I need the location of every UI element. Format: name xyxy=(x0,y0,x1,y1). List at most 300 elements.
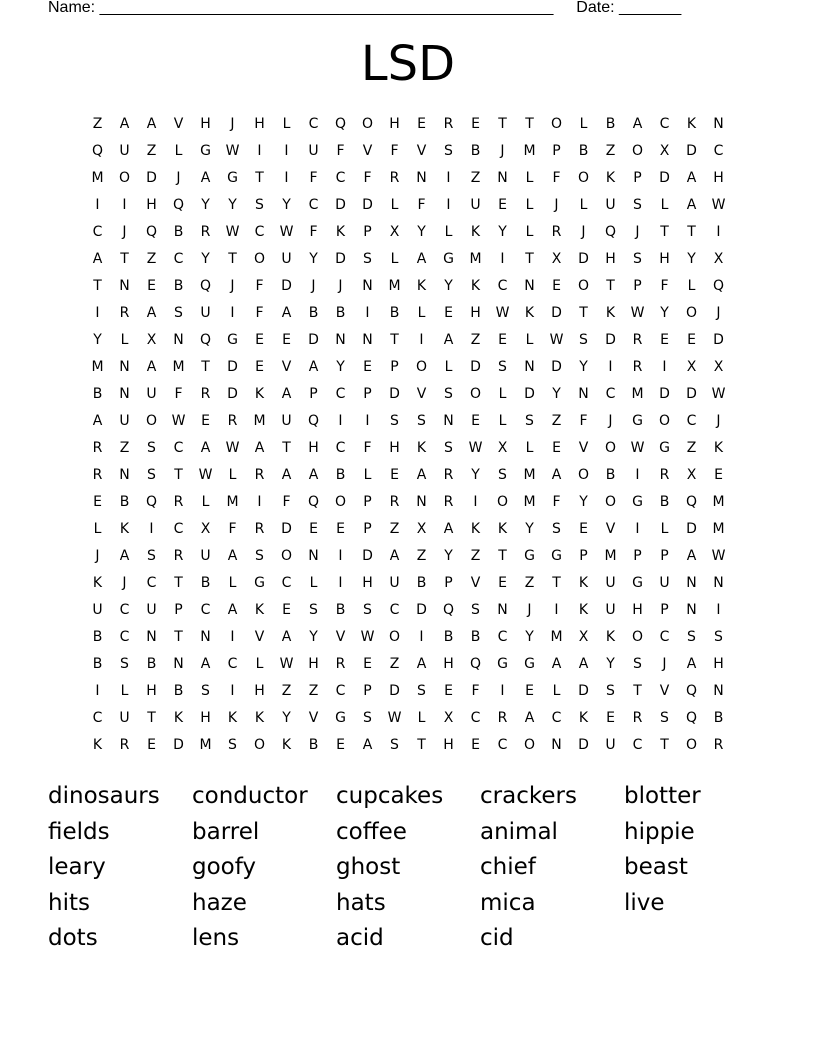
grid-letter: S xyxy=(363,602,372,618)
grid-letter: A xyxy=(146,359,157,375)
grid-letter: S xyxy=(120,656,129,672)
grid-letter: X xyxy=(497,440,508,456)
grid-row xyxy=(84,492,732,519)
grid-letter: T xyxy=(606,278,615,294)
grid-letter: A xyxy=(227,548,238,564)
grid-letter: R xyxy=(92,467,103,483)
grid-letter: C xyxy=(497,278,508,294)
grid-letter: L xyxy=(525,224,534,240)
grid-letter: E xyxy=(498,197,507,213)
grid-letter: Z xyxy=(92,116,103,132)
grid-letter: W xyxy=(171,413,186,429)
grid-letter: C xyxy=(632,737,643,753)
grid-letter: G xyxy=(632,494,643,510)
grid-letter: A xyxy=(119,548,130,564)
grid-letter: D xyxy=(686,521,697,537)
grid-letter: Q xyxy=(685,710,698,726)
grid-letter: C xyxy=(335,386,346,402)
grid-letter: W xyxy=(468,440,483,456)
grid-letter: I xyxy=(635,521,640,537)
grid-letter: E xyxy=(363,359,372,375)
grid-letter: O xyxy=(118,170,131,186)
grid-letter: O xyxy=(658,413,671,429)
grid-letter: Y xyxy=(552,386,561,402)
grid-letter: Y xyxy=(579,359,588,375)
grid-letter: E xyxy=(525,683,534,699)
grid-letter: J xyxy=(608,413,613,429)
grid-letter: X xyxy=(146,332,157,348)
grid-letter: H xyxy=(308,440,319,456)
grid-letter: S xyxy=(498,359,507,375)
grid-letter: N xyxy=(119,278,130,294)
grid-letter: L xyxy=(525,170,534,186)
grid-letter: W xyxy=(198,467,213,483)
grid-letter: T xyxy=(174,467,183,483)
grid-letter: M xyxy=(604,548,617,564)
grid-letter: T xyxy=(687,224,696,240)
grid-letter: K xyxy=(254,386,265,402)
grid-letter: S xyxy=(579,332,588,348)
grid-row xyxy=(84,330,732,357)
grid-letter: H xyxy=(146,197,157,213)
grid-letter: L xyxy=(552,683,561,699)
grid-letter: N xyxy=(119,386,130,402)
grid-letter: S xyxy=(390,413,399,429)
word-bank-row xyxy=(48,887,768,923)
grid-letter: Y xyxy=(282,197,291,213)
grid-letter: T xyxy=(660,737,669,753)
grid-letter: C xyxy=(551,710,562,726)
grid-letter: B xyxy=(173,278,184,294)
grid-letter: C xyxy=(173,521,184,537)
grid-letter: S xyxy=(417,413,426,429)
grid-letter: I xyxy=(446,170,451,186)
grid-letter: A xyxy=(551,467,562,483)
grid-letter: B xyxy=(713,710,724,726)
grid-letter: E xyxy=(660,332,669,348)
grid-letter: T xyxy=(120,251,129,267)
grid-letter: I xyxy=(230,305,235,321)
grid-letter: M xyxy=(91,170,104,186)
grid-letter: D xyxy=(173,737,184,753)
grid-letter: E xyxy=(282,602,291,618)
grid-letter: Q xyxy=(199,332,212,348)
grid-letter: B xyxy=(659,494,670,510)
grid-letter: Q xyxy=(145,494,158,510)
grid-letter: B xyxy=(173,683,184,699)
grid-letter: R xyxy=(659,467,670,483)
word-bank-item: mica xyxy=(480,889,536,916)
grid-letter: I xyxy=(149,521,154,537)
grid-letter: M xyxy=(550,629,563,645)
grid-letter: I xyxy=(419,332,424,348)
grid-letter: V xyxy=(335,629,346,645)
grid-letter: D xyxy=(389,683,400,699)
grid-letter: D xyxy=(416,602,427,618)
grid-letter: C xyxy=(686,413,697,429)
grid-letter: T xyxy=(174,629,183,645)
grid-letter: I xyxy=(284,170,289,186)
grid-letter: E xyxy=(498,575,507,591)
grid-letter: M xyxy=(226,494,239,510)
grid-letter: W xyxy=(630,305,645,321)
grid-letter: T xyxy=(228,251,237,267)
grid-letter: D xyxy=(713,332,724,348)
grid-letter: L xyxy=(417,710,426,726)
grid-letter: R xyxy=(443,467,454,483)
grid-letter: E xyxy=(444,683,453,699)
grid-letter: U xyxy=(200,548,211,564)
grid-letter: C xyxy=(308,116,319,132)
grid-letter: L xyxy=(444,359,453,375)
grid-letter: E xyxy=(336,521,345,537)
grid-letter: D xyxy=(524,386,535,402)
grid-row xyxy=(84,249,732,276)
grid-letter: Z xyxy=(605,143,616,159)
grid-letter: X xyxy=(713,359,724,375)
grid-letter: C xyxy=(605,386,616,402)
grid-letter: T xyxy=(174,575,183,591)
grid-letter: L xyxy=(417,305,426,321)
grid-letter: K xyxy=(416,440,427,456)
grid-letter: Z xyxy=(551,413,562,429)
grid-letter: H xyxy=(308,656,319,672)
grid-letter: I xyxy=(338,575,343,591)
grid-letter: Y xyxy=(228,197,237,213)
grid-letter: S xyxy=(660,710,669,726)
grid-letter: X xyxy=(416,521,427,537)
grid-letter: Y xyxy=(336,359,345,375)
grid-row xyxy=(84,681,732,708)
grid-letter: K xyxy=(713,440,724,456)
grid-letter: H xyxy=(605,251,616,267)
grid-letter: B xyxy=(92,629,103,645)
grid-letter: S xyxy=(498,467,507,483)
grid-letter: I xyxy=(635,467,640,483)
grid-letter: Y xyxy=(525,521,534,537)
grid-letter: D xyxy=(362,197,373,213)
grid-letter: I xyxy=(122,197,127,213)
grid-letter: B xyxy=(92,386,103,402)
grid-letter: T xyxy=(633,683,642,699)
grid-letter: I xyxy=(257,143,262,159)
grid-letter: C xyxy=(119,602,130,618)
grid-letter: B xyxy=(578,143,589,159)
grid-letter: Z xyxy=(470,332,481,348)
grid-letter: V xyxy=(416,143,427,159)
grid-letter: H xyxy=(470,305,481,321)
grid-letter: I xyxy=(338,548,343,564)
grid-letter: D xyxy=(578,251,589,267)
grid-letter: P xyxy=(363,386,372,402)
grid-letter: B xyxy=(146,656,157,672)
grid-letter: M xyxy=(523,467,536,483)
grid-letter: P xyxy=(660,548,669,564)
grid-letter: M xyxy=(253,413,266,429)
grid-letter: N xyxy=(119,359,130,375)
grid-letter: Q xyxy=(685,683,698,699)
grid-letter: B xyxy=(605,467,616,483)
grid-letter: W xyxy=(225,440,240,456)
grid-letter: E xyxy=(282,332,291,348)
grid-letter: K xyxy=(470,521,481,537)
grid-letter: D xyxy=(335,251,346,267)
grid-letter: I xyxy=(446,197,451,213)
grid-letter: D xyxy=(281,521,292,537)
grid-letter: Z xyxy=(470,548,481,564)
grid-letter: L xyxy=(93,521,102,537)
grid-letter: Z xyxy=(119,440,130,456)
grid-letter: Y xyxy=(471,467,480,483)
grid-letter: G xyxy=(200,143,211,159)
grid-letter: L xyxy=(120,332,129,348)
grid-letter: E xyxy=(552,440,561,456)
grid-letter: M xyxy=(388,278,401,294)
grid-letter: C xyxy=(119,629,130,645)
grid-letter: C xyxy=(254,224,265,240)
grid-letter: V xyxy=(605,521,616,537)
grid-letter: H xyxy=(632,602,643,618)
grid-letter: L xyxy=(579,116,588,132)
grid-letter: O xyxy=(469,386,482,402)
grid-letter: I xyxy=(230,629,235,645)
grid-letter: H xyxy=(389,440,400,456)
grid-row xyxy=(84,303,732,330)
word-bank-item: live xyxy=(624,889,665,916)
grid-letter: J xyxy=(311,278,316,294)
grid-letter: R xyxy=(443,494,454,510)
grid-letter: J xyxy=(527,602,532,618)
grid-letter: Z xyxy=(470,170,481,186)
grid-letter: L xyxy=(309,575,318,591)
grid-letter: C xyxy=(92,224,103,240)
grid-letter: S xyxy=(687,629,696,645)
grid-letter: Y xyxy=(606,656,615,672)
grid-letter: A xyxy=(686,548,697,564)
header xyxy=(48,0,748,19)
grid-letter: P xyxy=(390,359,399,375)
grid-letter: C xyxy=(713,143,724,159)
grid-letter: T xyxy=(255,170,264,186)
grid-letter: R xyxy=(389,494,400,510)
grid-letter: E xyxy=(336,737,345,753)
grid-letter: F xyxy=(255,278,264,294)
grid-letter: G xyxy=(254,575,265,591)
grid-letter: D xyxy=(686,386,697,402)
grid-letter: O xyxy=(685,305,698,321)
grid-letter: W xyxy=(279,224,294,240)
grid-letter: I xyxy=(257,494,262,510)
letter-grid xyxy=(84,114,732,762)
grid-letter: W xyxy=(225,224,240,240)
grid-letter: S xyxy=(147,548,156,564)
grid-letter: U xyxy=(470,197,481,213)
grid-letter: N xyxy=(686,575,697,591)
grid-letter: E xyxy=(579,521,588,537)
grid-letter: B xyxy=(389,305,400,321)
grid-letter: D xyxy=(470,359,481,375)
grid-letter: D xyxy=(551,359,562,375)
grid-letter: L xyxy=(228,467,237,483)
grid-letter: X xyxy=(551,251,562,267)
grid-letter: G xyxy=(497,656,508,672)
grid-letter: L xyxy=(498,413,507,429)
grid-letter: D xyxy=(659,170,670,186)
grid-letter: Z xyxy=(524,575,535,591)
grid-letter: P xyxy=(444,575,453,591)
grid-letter: K xyxy=(524,305,535,321)
grid-letter: C xyxy=(335,170,346,186)
word-bank-item: hats xyxy=(336,889,386,916)
grid-letter: W xyxy=(711,386,726,402)
grid-letter: V xyxy=(254,629,265,645)
grid-row xyxy=(84,357,732,384)
word-bank-item: leary xyxy=(48,854,106,880)
grid-letter: M xyxy=(712,494,725,510)
grid-letter: J xyxy=(122,575,127,591)
grid-letter: S xyxy=(714,629,723,645)
grid-letter: G xyxy=(632,575,643,591)
grid-letter: G xyxy=(443,251,454,267)
grid-letter: D xyxy=(362,548,373,564)
grid-letter: I xyxy=(473,494,478,510)
grid-letter: R xyxy=(254,467,265,483)
grid-letter: A xyxy=(146,305,157,321)
grid-letter: R xyxy=(200,224,211,240)
grid-letter: S xyxy=(147,467,156,483)
grid-letter: D xyxy=(308,332,319,348)
grid-letter: B xyxy=(92,656,103,672)
grid-letter: W xyxy=(549,332,564,348)
grid-letter: I xyxy=(500,251,505,267)
grid-letter: N xyxy=(362,332,373,348)
grid-letter: Q xyxy=(604,224,617,240)
grid-letter: F xyxy=(309,224,318,240)
grid-letter: L xyxy=(201,494,210,510)
grid-letter: B xyxy=(335,305,346,321)
grid-letter: L xyxy=(525,197,534,213)
grid-letter: R xyxy=(254,521,265,537)
grid-letter: F xyxy=(282,494,291,510)
grid-letter: Y xyxy=(687,251,696,267)
grid-letter: X xyxy=(686,359,697,375)
grid-letter: M xyxy=(712,521,725,537)
grid-letter: N xyxy=(416,494,427,510)
word-bank-item: haze xyxy=(192,889,247,916)
grid-letter: G xyxy=(524,656,535,672)
grid-letter: Q xyxy=(442,602,455,618)
grid-letter: D xyxy=(578,683,589,699)
grid-letter: A xyxy=(632,116,643,132)
grid-letter: B xyxy=(335,602,346,618)
grid-letter: G xyxy=(227,170,238,186)
grid-letter: B xyxy=(173,224,184,240)
grid-letter: F xyxy=(552,170,561,186)
grid-letter: C xyxy=(92,710,103,726)
grid-letter: N xyxy=(524,359,535,375)
grid-letter: K xyxy=(335,224,346,240)
grid-letter: U xyxy=(200,305,211,321)
grid-letter: S xyxy=(363,251,372,267)
grid-letter: W xyxy=(711,197,726,213)
grid-letter: B xyxy=(605,116,616,132)
grid-letter: R xyxy=(119,305,130,321)
grid-letter: A xyxy=(200,170,211,186)
grid-letter: S xyxy=(606,683,615,699)
grid-letter: X xyxy=(578,629,589,645)
grid-letter: T xyxy=(282,440,291,456)
grid-letter: N xyxy=(146,629,157,645)
grid-letter: A xyxy=(416,251,427,267)
grid-letter: C xyxy=(335,683,346,699)
word-bank-item: cupcakes xyxy=(336,783,444,809)
grid-letter: H xyxy=(362,575,373,591)
grid-letter: S xyxy=(228,737,237,753)
grid-letter: G xyxy=(335,710,346,726)
grid-letter: I xyxy=(716,602,721,618)
date-label: Date: _______ xyxy=(576,0,682,16)
grid-letter: D xyxy=(389,386,400,402)
grid-letter: L xyxy=(687,278,696,294)
grid-letter: M xyxy=(199,737,212,753)
grid-letter: T xyxy=(498,548,507,564)
grid-letter: O xyxy=(577,170,590,186)
grid-letter: L xyxy=(660,197,669,213)
grid-letter: O xyxy=(577,467,590,483)
grid-letter: N xyxy=(119,467,130,483)
grid-letter: P xyxy=(552,143,561,159)
grid-letter: D xyxy=(578,737,589,753)
grid-letter: J xyxy=(554,197,559,213)
grid-letter: W xyxy=(711,548,726,564)
grid-letter: F xyxy=(363,170,372,186)
grid-letter: I xyxy=(716,224,721,240)
name-label: Name: ___________________________________________________ xyxy=(48,0,554,16)
grid-letter: Q xyxy=(469,656,482,672)
grid-row xyxy=(84,276,732,303)
grid-letter: E xyxy=(552,278,561,294)
grid-letter: D xyxy=(659,386,670,402)
grid-row xyxy=(84,141,732,168)
grid-letter: H xyxy=(443,656,454,672)
grid-letter: J xyxy=(581,224,586,240)
grid-letter: P xyxy=(660,602,669,618)
grid-letter: R xyxy=(200,386,211,402)
grid-letter: M xyxy=(523,143,536,159)
grid-letter: K xyxy=(605,305,616,321)
grid-letter: F xyxy=(552,494,561,510)
grid-letter: O xyxy=(550,116,563,132)
word-bank-item: hits xyxy=(48,889,90,916)
grid-letter: M xyxy=(523,494,536,510)
grid-row xyxy=(84,222,732,249)
grid-letter: S xyxy=(309,602,318,618)
grid-letter: E xyxy=(606,710,615,726)
grid-row xyxy=(84,411,732,438)
grid-letter: U xyxy=(605,575,616,591)
grid-letter: K xyxy=(497,521,508,537)
grid-letter: Y xyxy=(660,305,669,321)
grid-letter: S xyxy=(633,251,642,267)
grid-letter: F xyxy=(336,143,345,159)
word-bank-item: beast xyxy=(624,854,688,880)
grid-letter: R xyxy=(551,224,562,240)
word-bank-item: crackers xyxy=(480,783,577,809)
grid-letter: S xyxy=(390,737,399,753)
grid-letter: O xyxy=(523,737,536,753)
grid-letter: A xyxy=(92,251,103,267)
grid-letter: K xyxy=(254,602,265,618)
